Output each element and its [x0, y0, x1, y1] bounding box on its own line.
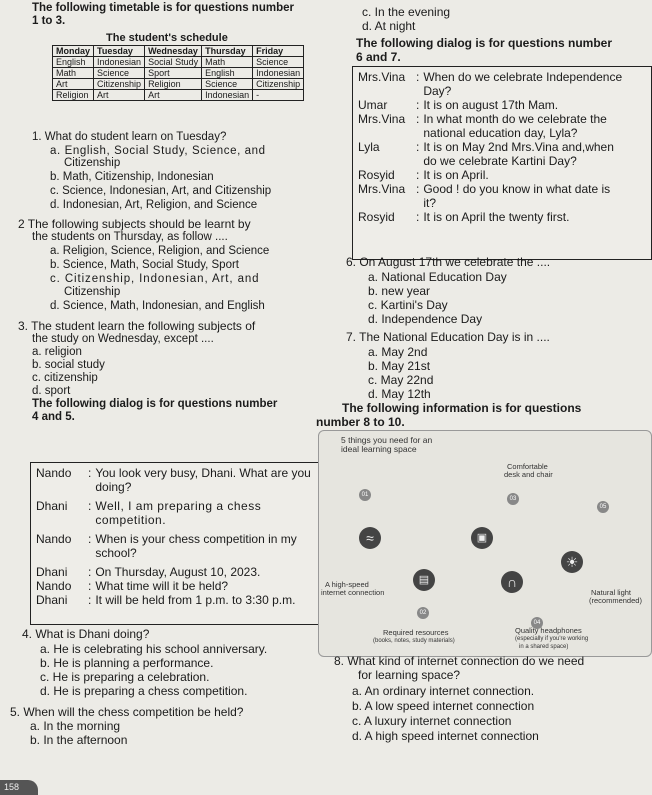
speaker: Umar — [358, 98, 388, 112]
dialog-text: When do we celebrate Independence — [423, 70, 623, 84]
question-2-cont: the students on Thursday, as follow .... — [32, 231, 228, 243]
q8-option-a[interactable]: a. An ordinary internet connection. — [352, 684, 535, 698]
dialog-text-cont: Day? — [423, 84, 452, 98]
table-cell: English — [202, 68, 253, 79]
step-number: 05 — [597, 501, 609, 513]
speaker: Nando — [36, 532, 72, 546]
schedule-table — [52, 45, 304, 101]
table-cell: Science — [94, 68, 145, 79]
q1-option-b[interactable]: b. Math, Citizenship, Indonesian — [50, 171, 214, 183]
table-cell: Citizenship — [94, 79, 145, 90]
table-cell: Art — [145, 90, 202, 101]
intro-dialog-4-5-line2: 4 and 5. — [32, 411, 75, 423]
speaker: Nando — [36, 579, 72, 593]
intro-info-8-10-line2: number 8 to 10. — [316, 415, 405, 429]
q1-option-a[interactable]: a. English, Social Study, Science, and — [50, 145, 266, 157]
q1-option-d[interactable]: d. Indonesian, Art, Religion, and Science — [50, 199, 258, 211]
light-label-line1: Natural light — [591, 588, 632, 597]
speaker: Mrs.Vina — [358, 70, 406, 84]
headphones-label-line1: Quality headphones — [515, 626, 582, 635]
dialog-line: Rosyid : It is on April. — [358, 168, 489, 182]
q2-option-b[interactable]: b. Science, Math, Social Study, Sport — [50, 259, 239, 271]
q2-option-c[interactable]: c. Citizenship, Indonesian, Art, and — [50, 273, 260, 285]
desk-label-line1: Comfortable — [507, 462, 548, 471]
table-cell: Science — [253, 57, 304, 68]
speaker: Mrs.Vina — [358, 112, 406, 126]
infographic-title-line2: ideal learning space — [341, 444, 417, 454]
schedule-row — [53, 79, 304, 90]
q3-option-a[interactable]: a. religion — [32, 346, 82, 358]
schedule-header-row — [53, 46, 304, 57]
intro-dialog-6-7-line2: 6 and 7. — [356, 50, 401, 64]
table-cell: Art — [53, 79, 94, 90]
dialog-line: Nando : You look very busy, Dhani. What are you doing? — [36, 466, 320, 494]
table-cell: Math — [202, 57, 253, 68]
question-6: 6. On August 17th we celebrate the .... — [346, 255, 551, 269]
table-title: The student's schedule — [106, 32, 228, 44]
table-cell: Sport — [145, 68, 202, 79]
question-3-cont: the study on Wednesday, except .... — [32, 333, 214, 345]
intro-timetable-line1: The following timetable is for questions number — [32, 2, 294, 14]
dialog-text: It is on august 17th Mam. — [423, 98, 559, 112]
q6-option-d[interactable]: d. Independence Day — [368, 312, 483, 326]
dialog-line: Umar : It is on august 17th Mam. — [358, 98, 559, 112]
dialog-line: Nando : When is your chess competition in my school? — [36, 532, 320, 560]
q4-option-a[interactable]: a. He is celebrating his school anniversary. — [40, 642, 268, 656]
infographic-title-line1: 5 things you need for an — [341, 435, 433, 445]
q3-option-b[interactable]: b. social study — [32, 359, 105, 371]
sun-icon: ☀ — [561, 551, 583, 573]
desk-label-line2: desk and chair — [504, 470, 553, 479]
intro-timetable-line2: 1 to 3. — [32, 15, 66, 27]
header-cell: Friday — [253, 46, 304, 57]
question-3: 3. The student learn the following subjects of — [18, 319, 256, 333]
dialog-box-chess — [30, 462, 326, 625]
q1-option-a-cont: Citizenship — [64, 157, 121, 169]
q5-option-d[interactable]: d. At night — [362, 19, 416, 33]
q3-option-d[interactable]: d. sport — [32, 385, 71, 397]
dialog-text: On Thursday, August 10, 2023. — [95, 565, 261, 579]
q5-option-b[interactable]: b. In the afternoon — [30, 733, 128, 747]
speaker: Dhani — [36, 565, 68, 579]
question-4: 4. What is Dhani doing? — [22, 627, 150, 641]
q3-option-c[interactable]: c. citizenship — [32, 372, 98, 384]
q7-option-a[interactable]: a. May 2nd — [368, 345, 428, 359]
dialog-line: Mrs.Vina : In what month do we celebrate the national education day, Lyla? — [358, 112, 607, 140]
dialog-text-cont: it? — [423, 196, 437, 210]
resources-label-line1: Required resources — [383, 628, 449, 637]
speaker: Mrs.Vina — [358, 182, 406, 196]
q8-option-b[interactable]: b. A low speed internet connection — [352, 699, 535, 713]
headphones-icon: ∩ — [501, 571, 523, 593]
intro-dialog-4-5-line1: The following dialog is for questions number — [32, 398, 278, 410]
table-cell: Social Study — [145, 57, 202, 68]
dialog-text: It is on April. — [423, 168, 489, 182]
dialog-text: Good ! do you know in what date is — [423, 182, 611, 196]
q7-option-c[interactable]: c. May 22nd — [368, 373, 434, 387]
q1-option-c[interactable]: c. Science, Indonesian, Art, and Citizenship — [50, 185, 272, 197]
step-number: 03 — [507, 493, 519, 505]
q2-option-a[interactable]: a. Religion, Science, Religion, and Science — [50, 245, 270, 257]
table-cell: - — [253, 90, 304, 101]
internet-label-line2: internet connection — [321, 588, 385, 597]
q7-option-d[interactable]: d. May 12th — [368, 387, 431, 401]
schedule-row — [53, 90, 304, 101]
books-icon: ▤ — [413, 569, 435, 591]
question-7: 7. The National Education Day is in .... — [346, 330, 550, 344]
q2-option-d[interactable]: d. Science, Math, Indonesian, and English — [50, 300, 265, 312]
dialog-text: It is on May 2nd Mrs.Vina and,when — [423, 140, 614, 154]
dialog-text: You look very busy, Dhani. What are you doing? — [95, 466, 311, 494]
question-1: 1. What do student learn on Tuesday? — [32, 131, 227, 143]
dialog-line: Mrs.Vina : When do we celebrate Independence Day? — [358, 70, 623, 98]
header-cell: Tuesday — [94, 46, 145, 57]
table-cell: Indonesian — [202, 90, 253, 101]
q6-option-c[interactable]: c. Kartini's Day — [368, 298, 448, 312]
q5-option-c[interactable]: c. In the evening — [362, 5, 451, 19]
dialog-box-holidays — [352, 66, 652, 260]
q8-option-c[interactable]: c. A luxury internet connection — [352, 714, 512, 728]
q7-option-b[interactable]: b. May 21st — [368, 359, 431, 373]
schedule-row — [53, 68, 304, 79]
dialog-text: Well, I am preparing a chess competition. — [95, 499, 262, 527]
question-8-cont: for learning space? — [358, 668, 461, 682]
step-number: 02 — [417, 607, 429, 619]
dialog-line: Nando : What time will it be held? — [36, 579, 229, 593]
dialog-text: In what month do we celebrate the — [423, 112, 607, 126]
dialog-text: What time will it be held? — [95, 579, 229, 593]
table-cell: Math — [53, 68, 94, 79]
dialog-text-cont: national education day, Lyla? — [423, 126, 578, 140]
header-cell: Wednesday — [145, 46, 202, 57]
intro-dialog-6-7-line1: The following dialog is for questions number — [356, 36, 613, 50]
speaker: Dhani — [36, 593, 68, 607]
learning-space-infographic — [318, 430, 652, 657]
headphones-label-line3: in a shared space) — [519, 644, 569, 650]
q5-option-a[interactable]: a. In the morning — [30, 719, 121, 733]
speaker: Dhani — [36, 499, 68, 513]
dialog-line: Mrs.Vina : Good ! do you know in what date is it? — [358, 182, 611, 210]
dialog-text: When is your chess competition in my school? — [95, 532, 297, 560]
page-number: 158 — [0, 780, 38, 795]
dialog-line: Dhani : Well, I am preparing a chess competition. — [36, 499, 320, 527]
step-number: 04 — [531, 617, 543, 629]
dialog-line: Dhani : On Thursday, August 10, 2023. — [36, 565, 261, 579]
table-cell: English — [53, 57, 94, 68]
table-cell: Science — [202, 79, 253, 90]
q6-option-b[interactable]: b. new year — [368, 284, 431, 298]
table-cell: Indonesian — [253, 68, 304, 79]
dialog-line: Lyla : It is on May 2nd Mrs.Vina and,when do we celebrate Kartini Day? — [358, 140, 614, 168]
table-cell: Religion — [53, 90, 94, 101]
question-8: 8. What kind of internet connection do we need — [334, 654, 585, 668]
step-number: 01 — [359, 489, 371, 501]
table-cell: Citizenship — [253, 79, 304, 90]
header-cell: Monday — [53, 46, 94, 57]
internet-label-line1: A high-speed — [325, 580, 369, 589]
q4-option-c[interactable]: c. He is preparing a celebration. — [40, 670, 210, 684]
dialog-line: Dhani : It will be held from 1 p.m. to 3:30 p.m. — [36, 593, 296, 607]
q4-option-b[interactable]: b. He is planning a performance. — [40, 656, 214, 670]
question-5: 5. When will the chess competition be held? — [10, 705, 244, 719]
header-cell: Thursday — [202, 46, 253, 57]
speaker: Rosyid — [358, 168, 395, 182]
table-cell: Art — [94, 90, 145, 101]
resources-label-line2: (books, notes, study materials) — [373, 638, 455, 644]
table-cell: Indonesian — [94, 57, 145, 68]
table-cell: Religion — [145, 79, 202, 90]
schedule-row — [53, 57, 304, 68]
speaker: Nando — [36, 466, 72, 480]
question-2: 2 The following subjects should be learnt by — [18, 217, 251, 231]
desk-icon: ▣ — [471, 527, 493, 549]
light-label-line2: (recommended) — [589, 596, 642, 605]
dialog-text-cont: do we celebrate Kartini Day? — [423, 154, 577, 168]
dialog-text: It is on April the twenty first. — [423, 210, 570, 224]
dialog-line: Rosyid : It is on April the twenty first. — [358, 210, 570, 224]
wifi-icon: ≈ — [359, 527, 381, 549]
speaker: Rosyid — [358, 210, 395, 224]
q2-option-c-cont: Citizenship — [64, 286, 121, 298]
headphones-label-line2: (especially if you're working — [515, 636, 589, 642]
intro-info-8-10-line1: The following information is for questions — [342, 401, 582, 415]
q6-option-a[interactable]: a. National Education Day — [368, 270, 507, 284]
speaker: Lyla — [358, 140, 380, 154]
dialog-text: It will be held from 1 p.m. to 3:30 p.m. — [95, 593, 296, 607]
q8-option-d[interactable]: d. A high speed internet connection — [352, 729, 539, 743]
q4-option-d[interactable]: d. He is preparing a chess competition. — [40, 684, 248, 698]
